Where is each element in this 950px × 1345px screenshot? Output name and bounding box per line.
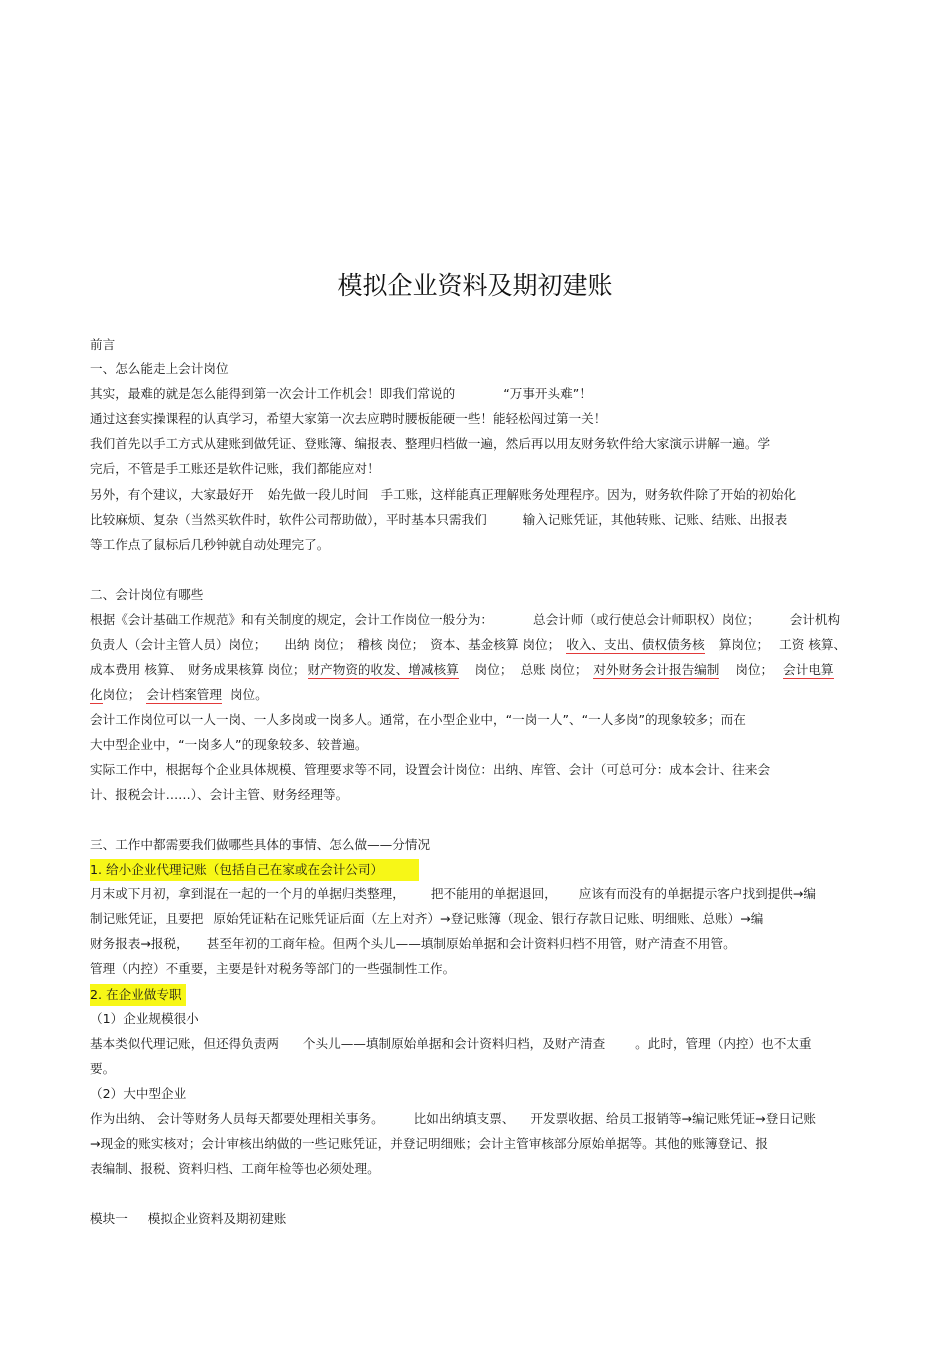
text-span: 应该有而没有的单据提示客户找到提供→编 (578, 886, 817, 901)
paragraph-line (90, 486, 796, 504)
underlined-text: 会计档案管理 (146, 687, 222, 702)
module-title: 模拟企业资料及期初建账 (147, 1211, 287, 1226)
underlined-text: 对外财务会计报告编制 (593, 662, 720, 677)
text-span: 出纳 岗位； (284, 637, 352, 652)
paragraph-line: 我们首先以手工方式从建账到做凭证、登账簿、编报表、整理归档做一遍，然后再以用友财务软件给大家演示讲解一遍。学 (90, 436, 771, 451)
underlined-text: 收入、支出、债权债务核 (566, 637, 705, 652)
highlighted-subheading (90, 859, 419, 877)
module-heading (90, 1210, 286, 1228)
preface-heading: 前言 (90, 337, 116, 352)
paragraph-line (90, 611, 840, 629)
text-span: 比如出纳填支票、 (413, 1111, 515, 1126)
document-title: 模拟企业资料及期初建账 (337, 271, 613, 300)
text-span: 。此时，管理（内控）也不太重 (635, 1036, 812, 1051)
underlined-text: 财产物资的收发、增减核算 (307, 662, 459, 677)
text-span: 岗位； (735, 662, 774, 677)
text-span: 财务报表→报税， (90, 936, 189, 951)
text-span: 基本类似代理记账，但还得负责两 (90, 1036, 279, 1051)
paragraph-line (90, 636, 846, 654)
paragraph-line: 等工作点了鼠标后几秒钟就自动处理完了。 (90, 537, 330, 552)
text-span: 会计机构 (789, 612, 841, 627)
text-span: “万事开头难”！ (503, 386, 592, 401)
text-span: 开发票收据、给员工报销等→编记账凭证→登日记账 (530, 1111, 816, 1126)
paragraph-line (90, 1035, 811, 1053)
paragraph-line (90, 661, 834, 679)
paragraph-line: 表编制、报税、资料归档、工商年检等也必须处理。 (90, 1161, 380, 1176)
text-span: 制记账凭证，且要把 (90, 911, 204, 926)
case-heading: （2）大中型企业 (90, 1086, 187, 1101)
text-span: 算岗位； (718, 637, 770, 652)
text-span: 原始凭证粘在记账凭证后面（左上对齐）→登记账簿（现金、银行存款日记账、明细账、总账）→编 (213, 911, 764, 926)
paragraph-line: 计、报税会计……）、会计主管、财务经理等。 (90, 787, 349, 802)
paragraph-line: 要。 (90, 1061, 116, 1076)
text-span: 始先做一段儿时间 (267, 487, 369, 502)
paragraph-line: 实际工作中，根据每个企业具体规模、管理要求等不同，设置会计岗位：出纳、库管、会计（可总可分：成本会计、往来会 (90, 762, 771, 777)
text-span: 比较麻烦、复杂（当然买软件时，软件公司帮助做），平时基本只需我们 (90, 512, 487, 527)
text-span: 岗位。 (229, 687, 268, 702)
text-span: 其实，最难的就是怎么能得到第一次会计工作机会！即我们常说的 (90, 386, 456, 401)
paragraph-line (90, 935, 736, 953)
text-span: 甚至年初的工商年检。但两个头儿——填制原始单据和会计资料归档不用管，财产清查不用管。 (206, 936, 736, 951)
text-span: 月末或下月初，拿到混在一起的一个月的单据归类整理， (90, 886, 405, 901)
text-span: 作为出纳、 会计等财务人员每天都要处理相关事务。 (90, 1111, 384, 1126)
highlight-text: 1. 给小企业代理记账（包括自己在家或在会计公司） (90, 859, 419, 881)
paragraph-line: →现金的账实核对；会计审核出纳做的一些记账凭证，并登记明细账；会计主管审核部分原始单据等。其他的账簿登记、报 (90, 1136, 769, 1151)
text-span: 资本、基金核算 岗位； (430, 637, 561, 652)
text-span: 个头儿——填制原始单据和会计资料归档，及财产清查 (302, 1036, 606, 1051)
paragraph-line (90, 511, 787, 529)
text-span: 总账 岗位； (520, 662, 588, 677)
text-span: 财务成果核算 岗位； (188, 662, 306, 677)
text-span: 稽核 岗位； (357, 637, 425, 652)
text-span: 手工账，这样能真正理解账务处理程序。因为，财务软件除了开始的初始化 (380, 487, 797, 502)
underlined-text: 会计电算 (783, 662, 834, 677)
module-label: 模块一 (90, 1211, 128, 1226)
text-span: 根据《会计基础工作规范》和有关制度的规定，会计工作岗位一般分为： (90, 612, 493, 627)
paragraph-line: 管理（内控）不重要，主要是针对税务等部门的一些强制性工作。 (90, 961, 456, 976)
text-span: 工资 核算、 (779, 637, 847, 652)
highlight-text: 2. 在企业做专职 (90, 984, 186, 1006)
text-span: 岗位； (102, 687, 141, 702)
paragraph-line (90, 1110, 816, 1128)
text-span: 岗位； (474, 662, 513, 677)
text-span: 把不能用的单据退回， (430, 886, 557, 901)
text-span: 成本费用 核算、 (90, 662, 183, 677)
paragraph-line (90, 910, 763, 928)
text-span: 负责人（会计主管人员）岗位； (90, 637, 267, 652)
paragraph-line: 大中型企业中，“一岗多人”的现象较多、较普遍。 (90, 737, 368, 752)
text-span: 输入记账凭证，其他转账、记账、结账、出报表 (522, 512, 788, 527)
text-span: 另外，有个建议，大家最好开 (90, 487, 254, 502)
section-2-heading: 二、会计岗位有哪些 (90, 587, 204, 602)
paragraph-line: 通过这套实操课程的认真学习，希望大家第一次去应聘时腰板能硬一些！能轻松闯过第一关！ (90, 411, 607, 426)
paragraph-line: 完后，不管是手工账还是软件记账，我们都能应对！ (90, 461, 380, 476)
section-1-heading: 一、怎么能走上会计岗位 (90, 361, 229, 376)
paragraph-line (90, 385, 592, 403)
paragraph-line (90, 885, 816, 903)
paragraph-line (90, 686, 268, 704)
highlighted-subheading (90, 984, 186, 1002)
underlined-text: 化 (90, 687, 103, 702)
section-3-heading: 三、工作中都需要我们做哪些具体的事情、怎么做——分情况 (90, 837, 431, 852)
case-heading: （1）企业规模很小 (90, 1011, 199, 1026)
text-span: 总会计师（或行使总会计师职权）岗位； (533, 612, 760, 627)
paragraph-line: 会计工作岗位可以一人一岗、一人多岗或一岗多人。通常，在小型企业中，“一岗一人”、“一人多岗”的现象较多；而在 (90, 712, 746, 727)
